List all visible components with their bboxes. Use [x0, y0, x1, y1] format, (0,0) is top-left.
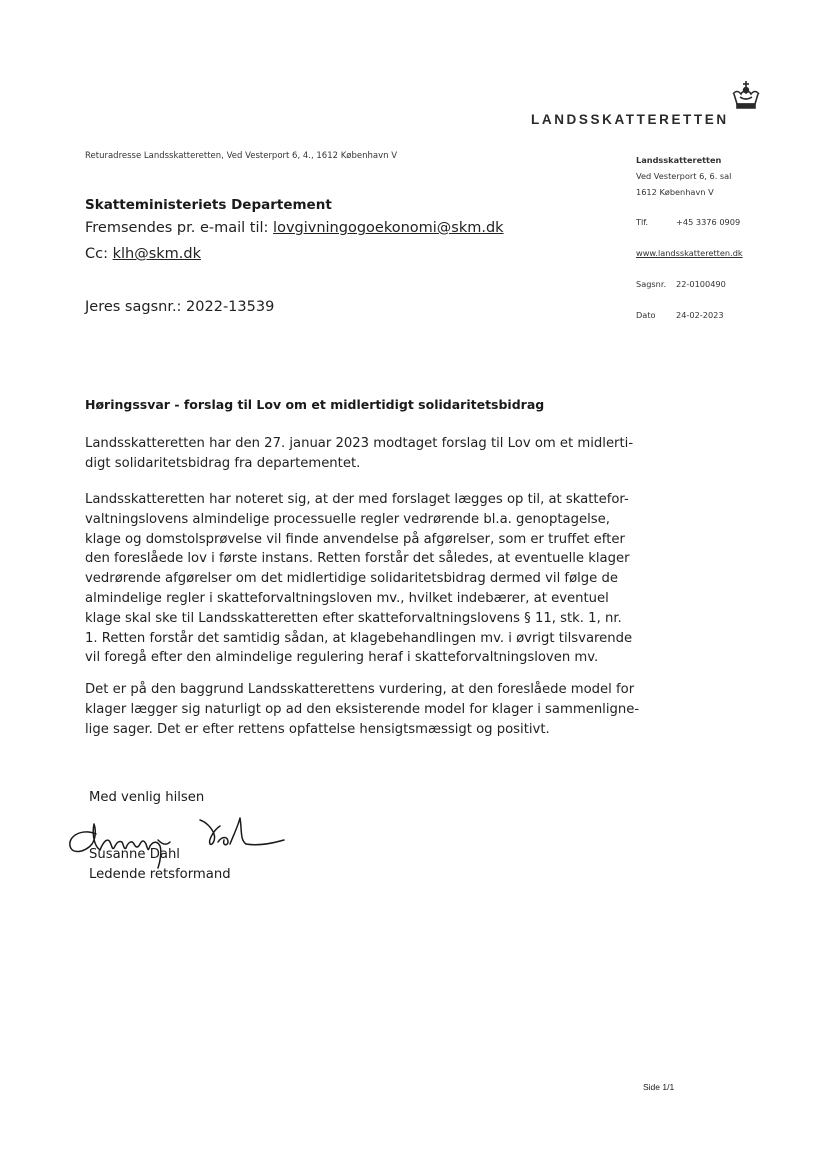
logo-wordmark: LANDSSKATTERETTEN [531, 112, 729, 127]
reference-number: 2022-13539 [186, 299, 275, 315]
sender-street: Ved Vesterport 6, 6. sal [636, 171, 732, 181]
email-line [85, 220, 504, 236]
cc-prefix: Cc: [85, 246, 113, 262]
paragraph-line: klager lægger sig naturligt op ad den eksisterende model for klager i sammenligne- [85, 701, 640, 717]
date-value: 24-02-2023 [676, 310, 724, 320]
paragraph-1 [85, 434, 634, 474]
reference-line [85, 299, 274, 315]
signer-title: Ledende retsformand [89, 867, 231, 882]
paragraph-line: Landsskatteretten har noteret sig, at der med forslaget lægges op til, at skattefor- [85, 492, 629, 507]
paragraph-3 [85, 680, 640, 739]
phone-value: +45 3376 0909 [676, 217, 741, 227]
email-prefix: Fremsendes pr. e-mail til: [85, 220, 274, 236]
paragraph-2 [85, 490, 633, 668]
paragraph-line: valtningslovens almindelige processuelle regler vedrørende bl.a. genoptagelse, [85, 511, 610, 527]
recipient-name: Skatteministeriets Departement [85, 197, 332, 213]
crown-logo-icon [729, 80, 763, 110]
paragraph-line: klage skal ske til Landsskatteretten efter skatteforvaltningslovens § 11, stk. 1, nr. [85, 610, 622, 626]
paragraph-line: almindelige regler i skatteforvaltningsloven mv., hvilket indebærer, at eventuel [85, 590, 609, 606]
paragraph-line: vedrørende afgørelser om det midlertidige solidaritetsbidrag dermed vil følge de [85, 571, 618, 587]
website-link[interactable]: www.landsskatteretten.dk [636, 248, 743, 258]
case-number-value: 22-0100490 [676, 279, 726, 289]
case-number-label: Sagsnr. [636, 279, 667, 289]
cc-line [85, 246, 201, 262]
date-label: Dato [636, 310, 656, 320]
paragraph-line: den foreslåede lov i første instans. Retten forstår det således, at eventuelle klager [85, 551, 630, 567]
paragraph-line: lige sager. Det er efter rettens opfattelse hensigtsmæssigt og positivt. [85, 721, 550, 737]
sender-name: Landsskatteretten [636, 155, 722, 165]
reference-prefix: Jeres sagsnr.: [85, 299, 187, 315]
page-number: Side 1/1 [643, 1082, 675, 1092]
phone-label: Tlf. [636, 217, 649, 227]
cc-email-link[interactable]: klh@skm.dk [112, 246, 201, 262]
paragraph-line: Landsskatteretten har den 27. januar 2023 modtaget forslag til Lov om et midlerti- [85, 436, 634, 451]
paragraph-line: 1. Retten forstår det samtidig sådan, at klagebehandlingen mv. i øvrigt tilsvarende [85, 630, 633, 646]
paragraph-line: vil foregå efter den almindelige regulering heraf i skatteforvaltningsloven mv. [85, 650, 599, 666]
paragraph-line: Det er på den baggrund Landsskatterettens vurdering, at den foreslåede model for [85, 682, 635, 697]
return-address: Returadresse Landsskatteretten, Ved Vesterport 6, 4., 1612 København V [85, 151, 398, 161]
signer-name: Susanne Dahl [89, 847, 180, 862]
sender-city: 1612 København V [636, 187, 714, 197]
paragraph-line: klage og domstolsprøvelse vil finde anvendelse på afgørelser, som er truffet efter [85, 531, 625, 547]
email-link[interactable]: lovgivningogoekonomi@skm.dk [273, 220, 504, 236]
letter-subject: Høringssvar - forslag til Lov om et midlertidigt solidaritetsbidrag [85, 397, 545, 412]
closing-greeting: Med venlig hilsen [89, 790, 205, 805]
paragraph-line: digt solidaritetsbidrag fra departementet. [85, 455, 361, 471]
handwritten-signature [62, 800, 292, 875]
